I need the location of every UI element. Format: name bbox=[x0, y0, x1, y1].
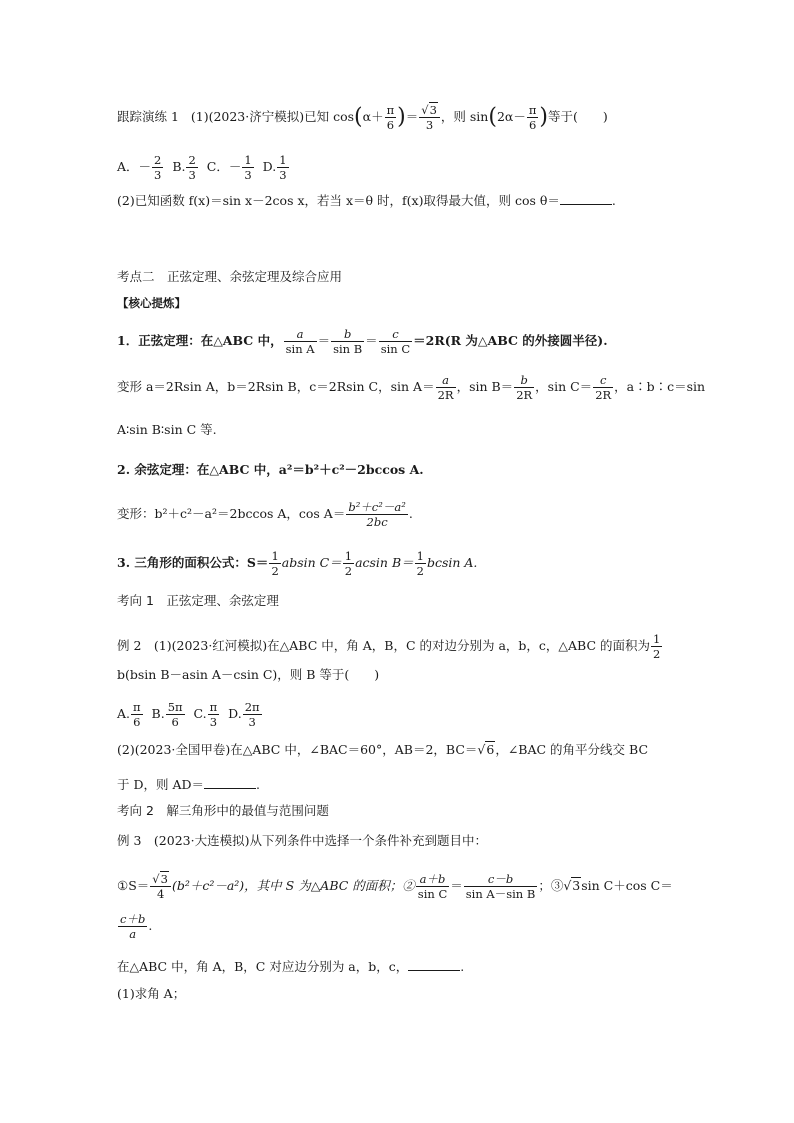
example2-part1-cont: b(bsin B－asin A－csin C)，则 B 等于( ) bbox=[117, 667, 380, 682]
fraction: $\frac{b}{\text{sin B}}$ bbox=[333, 327, 363, 356]
fraction: $\frac{a+b}{\text{sin C}}$ bbox=[417, 872, 448, 901]
fraction: $\frac{\pi}{6}$ bbox=[133, 700, 141, 729]
example2-part2: (2)(2023·全国甲卷)在△ABC 中，∠BAC＝60°，AB＝2，BC＝√6，∠BAC 的角平分线交 BC bbox=[117, 742, 649, 757]
fraction: $\frac{√3}{4}$ bbox=[150, 872, 171, 901]
sine-law-variant: 变形 a＝2Rsin A，b＝2Rsin B，c＝2Rsin C，sin A＝ $\frac{a}{2R}$ ，sin B＝ $\frac{b}{2R}$ ，sin C＝ $\frac{c}{2R}$ ，a∶b∶c＝sin bbox=[117, 373, 706, 402]
example3-conditions-cont: $\frac{c+b}{a}$ . bbox=[120, 912, 153, 941]
example2-choices: A. $\frac{\pi}{6}$ B. $\frac{5\pi}{6}$ C. $\frac{\pi}{3}$ D. $\frac{2\pi}{3}$ bbox=[117, 700, 260, 729]
example3-intro: 例 3 (2023·大连模拟)从下列条件中选择一个条件补充到题目中： bbox=[117, 833, 487, 848]
example2-part1: 例 2 (1)(2023·红河模拟)在△ABC 中，角 A，B，C 的对边分别为 a，b，c，△ABC 的面积为 $\frac{1}{2}$ bbox=[117, 632, 661, 661]
section-title: 考点二 正弦定理、余弦定理及综合应用 bbox=[117, 269, 343, 284]
fraction: $\frac{1}{2}$ bbox=[416, 549, 424, 578]
fraction: $\frac{c+b}{a}$ bbox=[120, 912, 146, 941]
fraction: $\frac{5\pi}{6}$ bbox=[167, 700, 183, 729]
fraction: $\frac{\pi}{3}$ bbox=[209, 700, 218, 729]
fraction: $\frac{1}{2}$ bbox=[271, 549, 279, 578]
sine-law: 1．正弦定理：在△ABC 中， $\frac{a}{\text{sin A}}$ ＝ $\frac{b}{\text{sin B}}$ ＝ $\frac{c}{\text{sin C}}$ ＝2R(R 为△ABC 的外接圆半径). bbox=[117, 327, 608, 356]
fraction: $\frac{a}{2R}$ bbox=[437, 373, 454, 402]
fraction: $\frac{\text{b²＋c²－a²}}{2bc}$ bbox=[348, 500, 406, 529]
core-heading: 【核心提炼】 bbox=[117, 296, 186, 310]
fraction: $\frac{1}{3}$ bbox=[244, 153, 252, 182]
fraction: $\frac{c}{2R}$ bbox=[595, 373, 612, 402]
track1-question2: (2)已知函数 f(x)＝sin x－2cos x，若当 x＝θ 时，f(x)取得最大值，则 cos θ＝ . bbox=[117, 193, 616, 208]
direction1-title: 考向 1 正弦定理、余弦定理 bbox=[117, 593, 279, 608]
fraction: $\frac{a}{\text{sin A}}$ bbox=[285, 327, 315, 356]
sine-law-variant-cont: A∶sin B∶sin C 等. bbox=[117, 422, 217, 437]
example3-given: 在△ABC 中，角 A，B，C 对应边分别为 a，b，c， . bbox=[117, 959, 465, 974]
fraction: $\frac{2\pi}{3}$ bbox=[244, 700, 260, 729]
area-formula: 3. 三角形的面积公式：S＝ $\frac{1}{2}$ absin C＝ $\frac{1}{2}$ acsin B＝ $\frac{1}{2}$ bcsin A. bbox=[117, 549, 478, 578]
direction2-title: 考向 2 解三角形中的最值与范围问题 bbox=[117, 803, 329, 818]
track1-label: 跟踪演练 1 bbox=[117, 109, 179, 124]
fraction: $\frac{1}{2}$ bbox=[344, 549, 353, 578]
fraction: $\frac{b}{2R}$ bbox=[516, 373, 533, 402]
fraction: $\frac{2}{3}$ bbox=[188, 153, 196, 182]
answer-blank bbox=[204, 778, 256, 789]
fraction: $\frac{c-b}{\text{sin A－sin B}}$ bbox=[465, 872, 536, 901]
fraction: $\frac{1}{3}$ bbox=[279, 153, 287, 182]
fraction: $\frac{c}{\text{sin C}}$ bbox=[380, 327, 411, 356]
cosine-law-variant: 变形：b²＋c²－a²＝2bccos A，cos A＝ $\frac{\text{b²＋c²－a²}}{2bc}$ . bbox=[117, 500, 413, 529]
answer-blank bbox=[560, 194, 612, 205]
answer-blank bbox=[408, 960, 460, 971]
track1-question1: 跟踪演练 1 (1)(2023·济宁模拟)已知 cos(α＋ $\frac{\pi}{6}$ )＝ $\frac{√3}{3}$ ，则 sin(2α－ $\frac{\pi}{6}$ )等于( ) bbox=[117, 103, 608, 132]
cosine-law: 2. 余弦定理：在△ABC 中，a²＝b²＋c²－2bccos A. bbox=[117, 462, 424, 477]
fraction: $\frac{√3}{3}$ bbox=[419, 103, 440, 132]
example2-part2-cont: 于 D，则 AD＝ . bbox=[117, 777, 261, 792]
fraction: $\frac{1}{2}$ bbox=[653, 632, 661, 661]
fraction: $\frac{\pi}{6}$ bbox=[386, 103, 395, 132]
example3-question1: (1)求角 A； bbox=[117, 986, 186, 1001]
example3-conditions: ①S＝ $\frac{√3}{4}$ (b²＋c²－a²)，其中 S 为△ABC 的面积；② $\frac{a+b}{\text{sin C}}$ ＝ $\frac{c-b}{\text{sin A－sin B}}$ ；③√3sin C＋cos C＝ bbox=[117, 872, 673, 901]
fraction: $\frac{\pi}{6}$ bbox=[528, 103, 537, 132]
fraction: $\frac{2}{3}$ bbox=[154, 153, 162, 182]
track1-choices: A．－ $\frac{2}{3}$ B. $\frac{2}{3}$ C．－ $\frac{1}{3}$ D. $\frac{1}{3}$ bbox=[117, 153, 287, 182]
